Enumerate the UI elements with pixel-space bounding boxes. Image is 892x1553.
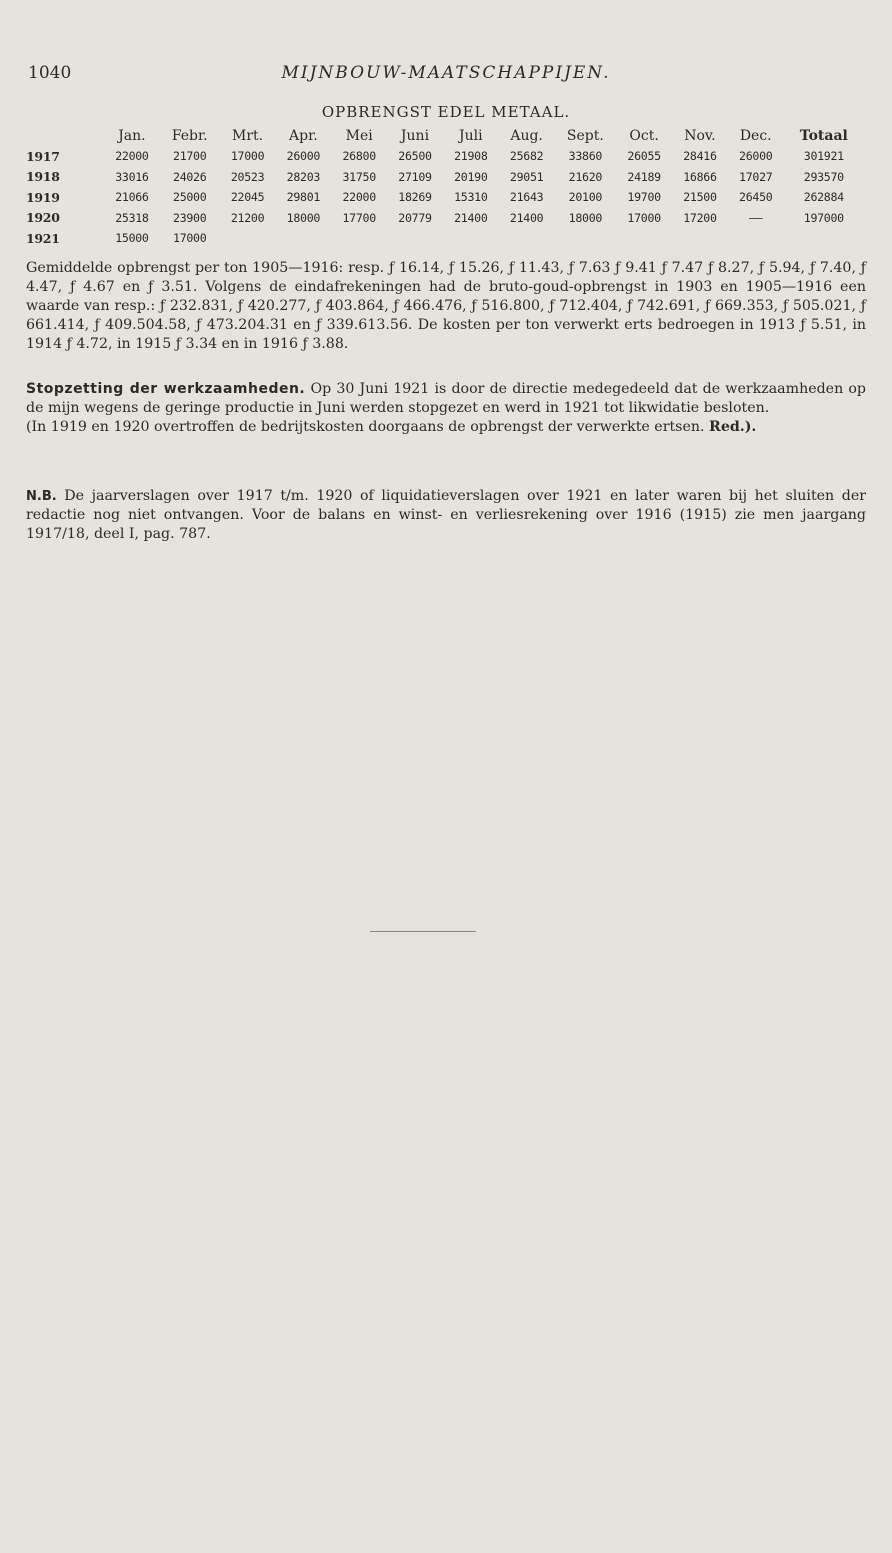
column-header: Oct. bbox=[629, 128, 659, 144]
year-column-header bbox=[26, 128, 104, 146]
table-cell bbox=[331, 228, 387, 249]
table-cell: 26800 bbox=[342, 149, 376, 164]
table-cell: 19700 bbox=[627, 190, 661, 205]
table-cell: 21643 bbox=[509, 190, 544, 205]
table-cell: 20779 bbox=[398, 210, 432, 225]
stop-paragraph bbox=[26, 380, 866, 437]
table-cell: 26000 bbox=[739, 149, 773, 164]
table-cell: 15000 bbox=[115, 231, 149, 246]
column-header: Jan. bbox=[118, 128, 146, 144]
average-yield-paragraph bbox=[26, 259, 866, 354]
row-year: 1917 bbox=[26, 148, 60, 164]
table-cell: 20523 bbox=[230, 169, 265, 184]
table-cell: 18269 bbox=[398, 190, 432, 205]
stop-text: Op 30 Juni 1921 is door de directie medegedeeld dat de werkzaamheden op de mijn wegens de geringe productie in Juni werden stopgezet en werd in 1921 tot likwidatie besloten. bbox=[26, 381, 867, 416]
table-cell: 26500 bbox=[398, 149, 432, 164]
running-title: MIJNBOUW-MAATSCHAPPIJEN. bbox=[281, 63, 611, 83]
column-header: Mrt. bbox=[231, 128, 264, 144]
table-cell: 17700 bbox=[342, 210, 376, 225]
table-cell: 18000 bbox=[568, 210, 603, 225]
table-cell: 24189 bbox=[627, 169, 661, 184]
column-header: Aug. bbox=[510, 128, 543, 144]
production-table bbox=[26, 128, 864, 249]
row-year: 1921 bbox=[26, 230, 60, 246]
page-header bbox=[0, 63, 892, 87]
column-header: Juli bbox=[459, 128, 483, 144]
table-cell: 17027 bbox=[739, 169, 773, 184]
table-body bbox=[26, 146, 864, 249]
table-cell: —— bbox=[749, 210, 763, 225]
table-cell: 21908 bbox=[454, 149, 488, 164]
table-cell: 21700 bbox=[173, 149, 207, 164]
table-cell: 17000 bbox=[173, 231, 207, 246]
row-total: 301921 bbox=[803, 149, 844, 164]
table-cell: 31750 bbox=[342, 169, 376, 184]
column-header: Nov. bbox=[684, 128, 716, 144]
table-cell: 25000 bbox=[173, 190, 207, 205]
table-cell bbox=[499, 228, 555, 249]
table-cell: 17000 bbox=[627, 210, 661, 225]
table-cell: 20190 bbox=[454, 169, 488, 184]
row-total: 262884 bbox=[803, 190, 844, 205]
column-header: Dec. bbox=[739, 128, 772, 144]
table-cell: 26450 bbox=[739, 190, 773, 205]
table-row bbox=[26, 167, 864, 188]
table-cell: 21200 bbox=[230, 210, 265, 225]
table-cell: 26055 bbox=[627, 149, 661, 164]
table-row bbox=[26, 228, 864, 249]
table-cell bbox=[555, 228, 617, 249]
column-header: Sept. bbox=[566, 128, 604, 144]
table-row bbox=[26, 208, 864, 229]
column-header: Apr. bbox=[289, 128, 318, 144]
table-cell bbox=[220, 228, 276, 249]
table-header-row bbox=[26, 128, 864, 146]
column-header: Juni bbox=[400, 128, 430, 144]
table-cell: 16866 bbox=[683, 169, 717, 184]
table-cell: 33860 bbox=[568, 149, 603, 164]
nb-label: N.B. bbox=[26, 489, 57, 504]
row-year: 1920 bbox=[26, 210, 60, 226]
table-cell: 20100 bbox=[568, 190, 603, 205]
table-row bbox=[26, 187, 864, 208]
table-cell: 28416 bbox=[683, 149, 717, 164]
table-cell: 29051 bbox=[509, 169, 544, 184]
table-row bbox=[26, 146, 864, 167]
note-sign: Red.). bbox=[709, 419, 757, 435]
table-cell bbox=[672, 228, 728, 249]
table-cell: 17000 bbox=[230, 149, 265, 164]
page-number: 1040 bbox=[28, 63, 72, 83]
row-total: 197000 bbox=[803, 210, 844, 225]
stop-heading: Stopzetting der werkzaamheden. bbox=[26, 381, 306, 397]
table-cell: 22000 bbox=[342, 190, 376, 205]
table-cell: 21400 bbox=[509, 210, 544, 225]
average-yield-text: Gemiddelde opbrengst per ton 1905—1916: resp. ƒ 16.14, ƒ 15.26, ƒ 11.43, ƒ 7.63 ƒ 9.41 ƒ 7.47 ƒ 8.27, ƒ 5.94, ƒ 7.40, ƒ 4.47, ƒ 4.67 en ƒ 3.51. Volgens de eindafrekeningen had de bruto-goud-opbrengst in 1903 en 1905—1916 een waarde van resp.: ƒ 232.831, ƒ 420.277, ƒ 403.864, ƒ 466.476, ƒ 516.800, ƒ 712.404, ƒ 742.691, ƒ 669.353, ƒ 505.021, ƒ 661.414, ƒ 409.504.58, ƒ 473.204.31 en ƒ 339.613.56. De kosten per ton verwerkt erts bedroegen in 1913 ƒ 5.51, in 1914 ƒ 4.72, in 1915 ƒ 3.34 en in 1916 ƒ 3.88. bbox=[26, 260, 866, 352]
table-title: OPBRENGST EDEL METAAL. bbox=[321, 103, 571, 121]
section-divider bbox=[370, 931, 476, 932]
table-cell bbox=[387, 228, 443, 249]
column-header: Mei bbox=[345, 128, 373, 144]
table-cell bbox=[275, 228, 331, 249]
table-cell: 15310 bbox=[454, 190, 488, 205]
column-header: Totaal bbox=[799, 128, 848, 144]
table-cell bbox=[443, 228, 499, 249]
row-year: 1919 bbox=[26, 189, 60, 205]
table-cell: 25318 bbox=[115, 210, 149, 225]
row-total: 293570 bbox=[803, 169, 844, 184]
column-header: Febr. bbox=[171, 128, 208, 144]
table-cell: 27109 bbox=[398, 169, 432, 184]
table-cell: 21066 bbox=[115, 190, 149, 205]
table-cell: 21500 bbox=[683, 190, 717, 205]
table-cell: 24026 bbox=[173, 169, 207, 184]
table-cell: 22000 bbox=[115, 149, 149, 164]
table-cell: 26000 bbox=[286, 149, 321, 164]
row-year: 1918 bbox=[26, 169, 60, 185]
table-cell: 22045 bbox=[230, 190, 265, 205]
table-cell: 29801 bbox=[286, 190, 321, 205]
table-cell: 23900 bbox=[173, 210, 207, 225]
table-cell: 28203 bbox=[286, 169, 321, 184]
table-cell bbox=[728, 228, 784, 249]
nb-paragraph bbox=[26, 487, 866, 544]
table-cell: 25682 bbox=[509, 149, 544, 164]
note-text: (In 1919 en 1920 overtroffen de bedrijtskosten doorgaans de opbrengst der verwerkte ertsen. bbox=[26, 419, 705, 435]
table-cell bbox=[616, 228, 672, 249]
table-cell: 18000 bbox=[286, 210, 321, 225]
table-cell: 33016 bbox=[115, 169, 149, 184]
row-total bbox=[784, 228, 864, 249]
nb-text: De jaarverslagen over 1917 t/m. 1920 of liquidatieverslagen over 1921 en later waren bij het sluiten der redactie nog niet ontvangen. Voor de balans en winst- en verliesrekening over 1916 (1915) zie men jaargang 1917/18, deel I, pag. 787. bbox=[26, 488, 867, 542]
table-cell: 21400 bbox=[454, 210, 488, 225]
table-cell: 21620 bbox=[568, 169, 603, 184]
table-cell: 17200 bbox=[683, 210, 717, 225]
